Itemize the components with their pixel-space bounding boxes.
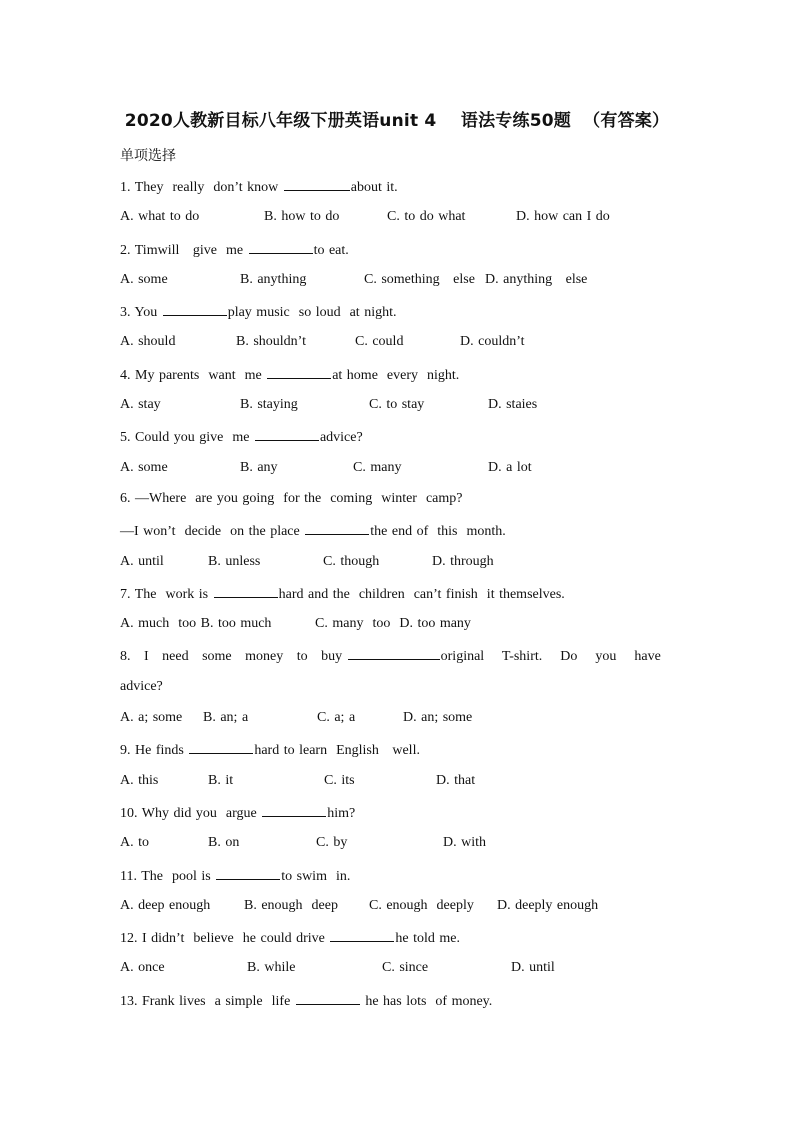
question-stem: 1. They really don’t know about it. (120, 176, 675, 207)
question-stem: 12. I didn’t believe he could drive he told me. (120, 927, 675, 958)
section-heading: 单项选择 (120, 148, 176, 164)
answer-blank (249, 239, 313, 254)
options-row (120, 207, 675, 238)
option-b: B. anything (240, 271, 307, 287)
answer-blank (262, 802, 326, 817)
option-b: B. any (240, 459, 278, 475)
question-stem: 9. He finds hard to learn English well. (120, 739, 675, 770)
question-stem: 5. Could you give me advice? (120, 426, 675, 457)
answer-blank (305, 520, 369, 535)
option-d: D. with (443, 835, 486, 851)
option-a: A. some (120, 459, 168, 475)
option-b: B. unless (208, 553, 261, 569)
option-b: B. how to do (264, 209, 340, 225)
answer-blank (189, 739, 253, 754)
question-stem: 11. The pool is to swim in. (120, 865, 675, 896)
options-row (120, 833, 675, 864)
options-row (120, 332, 675, 363)
options-row (120, 395, 675, 426)
option-c: C. a; a (317, 710, 356, 726)
option-a: A. this (120, 772, 159, 788)
question-stem-continued: advice? (120, 678, 163, 694)
option-d: D. that (436, 772, 476, 788)
option-c: C. by (316, 835, 348, 851)
option-a: A. stay (120, 397, 161, 413)
option-a: A. a; some (120, 710, 183, 726)
answer-blank (216, 865, 280, 880)
answer-blank (296, 990, 360, 1005)
option-b: B. on (208, 835, 240, 851)
answer-blank (163, 301, 227, 316)
option-a: A. some (120, 271, 168, 287)
page-title: 2020人教新目标八年级下册英语unit 4 语法专练50题 （有答案） (124, 111, 670, 131)
option-a: A. should (120, 334, 176, 350)
options-row (120, 896, 675, 927)
option-d: D. until (511, 960, 555, 976)
option-a: A. once (120, 960, 165, 976)
question-stem: 2. Timwill give me to eat. (120, 239, 675, 270)
question-stem: 10. Why did you argue him? (120, 802, 675, 833)
option-b: B. an; a (203, 710, 249, 726)
option-a-b: A. much too B. too much (120, 616, 272, 632)
question-stem: 4. My parents want me at home every night. (120, 364, 675, 395)
question-dialogue-line: 6. —Where are you going for the coming winter camp? (120, 490, 463, 506)
option-a: A. to (120, 835, 149, 851)
question-stem: 8. I need some money to buy original T-shirt. Do you have (120, 645, 675, 676)
option-c: C. though (323, 553, 380, 569)
option-c: C. enough deeply (369, 897, 474, 913)
options-row (120, 771, 675, 802)
option-c: C. many (353, 459, 402, 475)
question-stem: 3. You play music so loud at night. (120, 301, 675, 332)
option-d: D. through (432, 553, 494, 569)
option-d: D. how can I do (516, 209, 610, 225)
option-b: B. staying (240, 397, 298, 413)
question-stem: —I won’t decide on the place the end of this month. (120, 520, 675, 551)
option-b: B. enough deep (244, 897, 338, 913)
option-d: D. deeply enough (497, 897, 599, 913)
answer-blank (214, 583, 278, 598)
option-c: C. could (355, 334, 404, 350)
option-c: C. to stay (369, 397, 425, 413)
option-b: B. it (208, 772, 234, 788)
option-d: D. a lot (488, 459, 532, 475)
question-stem: 13. Frank lives a simple life he has lots of money. (120, 990, 675, 1021)
options-row (120, 270, 675, 301)
options-row (120, 552, 675, 583)
option-c-d: C. many too D. too many (315, 616, 471, 632)
answer-blank (284, 176, 350, 191)
question-list (120, 176, 675, 1021)
answer-blank (255, 426, 319, 441)
answer-blank (330, 927, 394, 942)
option-c: C. to do what (387, 209, 466, 225)
options-row (120, 614, 675, 645)
option-b: B. while (247, 960, 296, 976)
option-a: A. what to do (120, 209, 200, 225)
options-row (120, 458, 675, 489)
option-c: C. something else (364, 271, 475, 287)
option-c: C. since (382, 960, 429, 976)
answer-blank (267, 364, 331, 379)
option-a: A. until (120, 553, 164, 569)
question-stem: 7. The work is hard and the children can’t finish it themselves. (120, 583, 675, 614)
option-d: D. couldn’t (460, 334, 525, 350)
option-c: C. its (324, 772, 355, 788)
option-d: D. staies (488, 397, 538, 413)
option-d: D. anything else (485, 271, 588, 287)
answer-blank (348, 645, 440, 660)
option-b: B. shouldn’t (236, 334, 306, 350)
option-d: D. an; some (403, 710, 473, 726)
option-a: A. deep enough (120, 897, 211, 913)
options-row (120, 708, 675, 739)
options-row (120, 958, 675, 989)
